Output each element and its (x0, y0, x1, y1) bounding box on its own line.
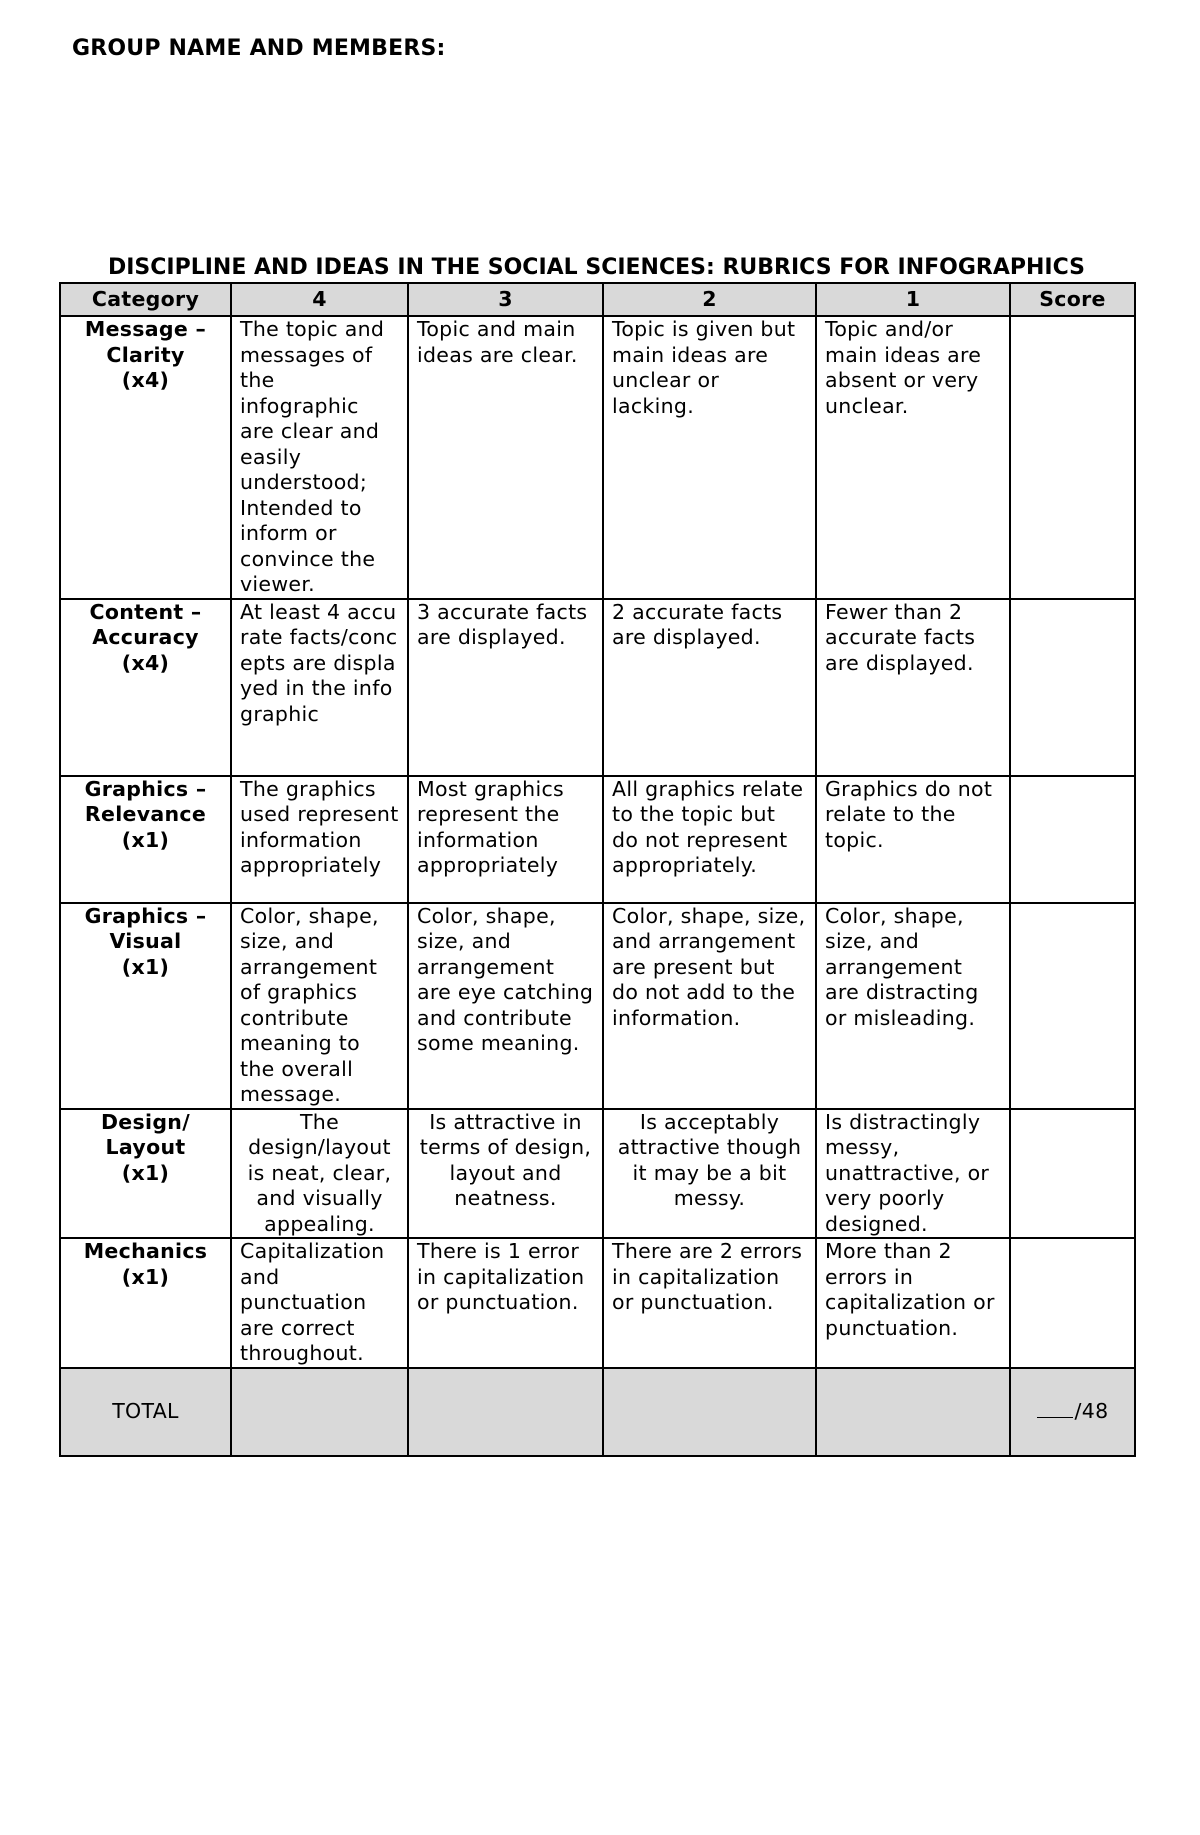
category-label: Relevance (84, 802, 207, 826)
criteria-cell-2: Topic is given but main ideas are unclear or lacking. (603, 316, 816, 599)
category-cell (60, 776, 231, 903)
criteria-cell-2: Is acceptably attractive though it may be a bit messy. (603, 1109, 816, 1239)
score-cell[interactable] (1010, 1238, 1135, 1368)
category-weight: (x4) (121, 650, 170, 675)
column-header-score: Score (1010, 283, 1135, 316)
criteria-cell-4: Color, shape, size, and arrangement of graphics contribute meaning to the overall message. (231, 903, 408, 1109)
category-cell (60, 1109, 231, 1239)
criteria-cell-4: The design/layout is neat, clear, and visually appealing. (231, 1109, 408, 1239)
column-header-category: Category (60, 283, 231, 316)
criteria-cell-3: There is 1 error in capitalization or punctuation. (408, 1238, 603, 1368)
score-blank-line[interactable] (1037, 1399, 1073, 1418)
total-cell-4 (231, 1368, 408, 1456)
criteria-cell-3: 3 accurate facts are displayed. (408, 599, 603, 776)
table-row (60, 776, 1135, 903)
criteria-cell-4: The topic and messages of the infographic are clear and easily understood; Intended to inform or convince the viewer. (231, 316, 408, 599)
score-cell[interactable] (1010, 903, 1135, 1109)
total-score-max: /48 (1074, 1398, 1109, 1423)
table-row (60, 599, 1135, 776)
criteria-cell-2: Color, shape, size, and arrangement are present but do not add to the information. (603, 903, 816, 1109)
category-label: Accuracy (92, 625, 199, 649)
criteria-cell-2: All graphics relate to the topic but do not represent appropriately. (603, 776, 816, 903)
criteria-cell-1: Topic and/or main ideas are absent or very unclear. (816, 316, 1010, 599)
category-label: Design/ (100, 1109, 190, 1134)
criteria-cell-3: Topic and main ideas are clear. (408, 316, 603, 599)
category-weight: (x1) (121, 954, 170, 979)
criteria-cell-4: Capitalization and punctuation are correct throughout. (231, 1238, 408, 1368)
category-label: Clarity (106, 342, 185, 367)
category-label: Graphics – (84, 776, 207, 801)
column-header-1: 1 (816, 283, 1010, 316)
criteria-cell-4: At least 4 accurate facts/concepts are displayed in the infographic (231, 599, 408, 776)
total-score-cell[interactable] (1010, 1368, 1135, 1456)
category-label: Message – (84, 317, 207, 341)
category-label: Visual (109, 929, 182, 953)
category-weight: (x1) (121, 1160, 170, 1185)
category-label: Content – (89, 599, 202, 624)
total-row (60, 1368, 1135, 1456)
category-weight: (x1) (121, 1264, 170, 1289)
criteria-cell-1: Fewer than 2 accurate facts are displayed. (816, 599, 1010, 776)
rubric-title: DISCIPLINE AND IDEAS IN THE SOCIAL SCIENCES: RUBRICS FOR INFOGRAPHICS (107, 255, 1085, 280)
column-header-3: 3 (408, 283, 603, 316)
category-cell (60, 1238, 231, 1368)
category-label: Layout (105, 1135, 186, 1159)
score-cell[interactable] (1010, 1109, 1135, 1239)
table-row (60, 1238, 1135, 1368)
criteria-cell-1: More than 2 errors in capitalization or punctuation. (816, 1238, 1010, 1368)
category-cell (60, 316, 231, 599)
score-cell[interactable] (1010, 316, 1135, 599)
table-row (60, 903, 1135, 1109)
table-row (60, 1109, 1135, 1239)
total-cell-3 (408, 1368, 603, 1456)
criteria-cell-3: Is attractive in terms of design, layout and neatness. (408, 1109, 603, 1239)
table-row (60, 316, 1135, 599)
criteria-cell-1: Is distractingly messy, unattractive, or very poorly designed. (816, 1109, 1010, 1239)
total-label: TOTAL (60, 1368, 231, 1456)
criteria-cell-1: Color, shape, size, and arrangement are distracting or misleading. (816, 903, 1010, 1109)
category-cell (60, 599, 231, 776)
category-label: Graphics – (84, 903, 207, 928)
criteria-cell-4: The graphics used represent information appropriately (231, 776, 408, 903)
category-label: Mechanics (83, 1239, 208, 1263)
criteria-cell-2: There are 2 errors in capitalization or punctuation. (603, 1238, 816, 1368)
criteria-cell-2: 2 accurate facts are displayed. (603, 599, 816, 776)
score-cell[interactable] (1010, 776, 1135, 903)
header-row (60, 283, 1135, 316)
category-weight: (x4) (121, 368, 170, 392)
rubric-table (59, 282, 1136, 1457)
criteria-cell-3: Color, shape, size, and arrangement are eye catching and contribute some meaning. (408, 903, 603, 1109)
total-cell-2 (603, 1368, 816, 1456)
category-cell (60, 903, 231, 1109)
criteria-cell-1: Graphics do not relate to the topic. (816, 776, 1010, 903)
column-header-2: 2 (603, 283, 816, 316)
category-weight: (x1) (121, 827, 170, 852)
total-cell-1 (816, 1368, 1010, 1456)
score-cell[interactable] (1010, 599, 1135, 776)
criteria-cell-3: Most graphics represent the information appropriately (408, 776, 603, 903)
column-header-4: 4 (231, 283, 408, 316)
group-name-heading: GROUP NAME AND MEMBERS: (72, 36, 446, 61)
